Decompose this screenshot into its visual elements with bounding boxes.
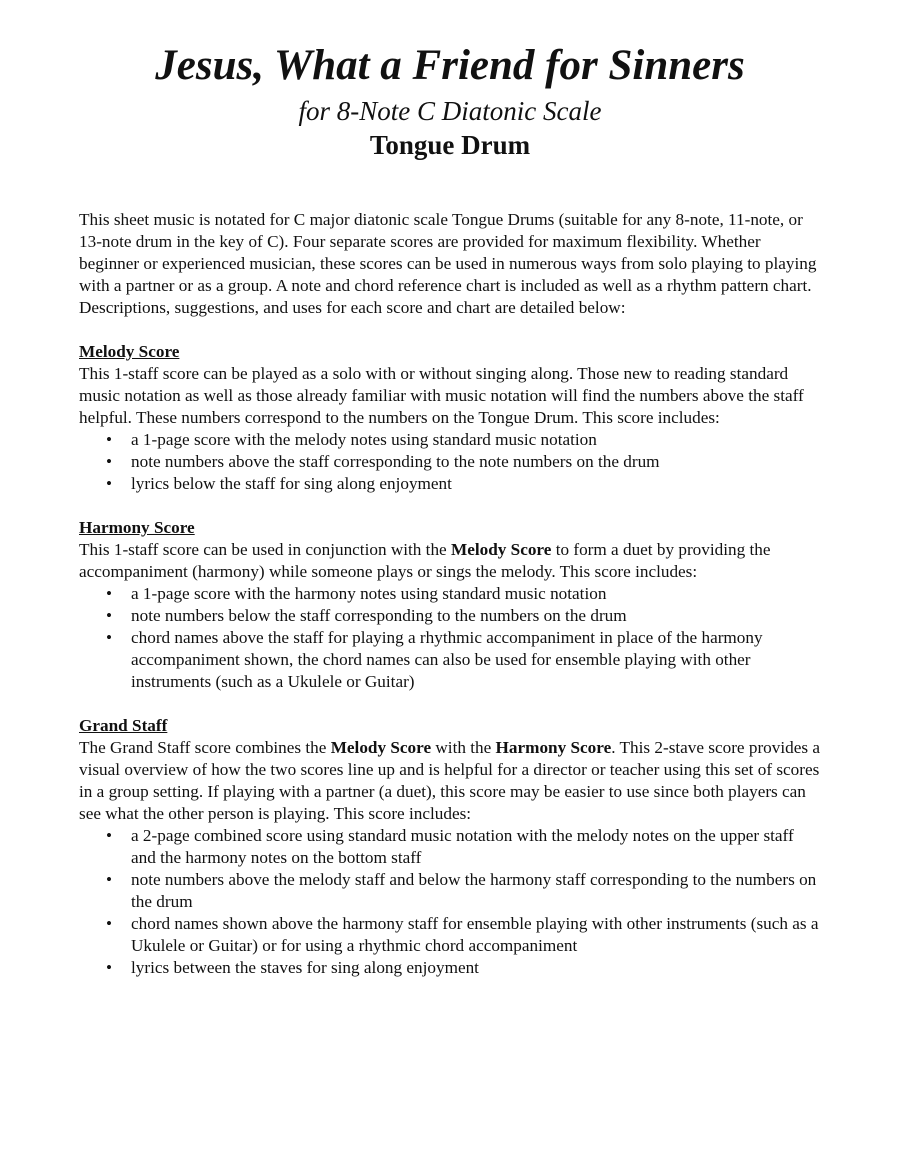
bullet-icon: • bbox=[106, 870, 113, 889]
melody-score-section bbox=[79, 341, 821, 495]
section-paragraph: The Grand Staff score combines the Melody Score with the Harmony Score. This 2-stave score provides a visual overview of how the two scores line up and is helpful for a director or teacher using this set of scores in a group setting. If playing with a partner (a duet), this score may be easier to use since both players can see what the other person is playing. This score includes: bbox=[79, 738, 820, 823]
bullet-list bbox=[79, 429, 821, 495]
section-paragraph: This 1-staff score can be played as a solo with or without singing along. Those new to reading standard music notation as well as those already familiar with music notation will find the numbers above the staff helpful. These numbers correspond to the numbers on the Tongue Drum. This score includes: bbox=[79, 364, 804, 427]
bullet-icon: • bbox=[106, 958, 113, 977]
list-item: • note numbers below the staff corresponding to the numbers on the drum bbox=[106, 606, 627, 625]
grand-staff-section bbox=[79, 715, 821, 979]
harmony-score-section bbox=[79, 517, 821, 693]
section-heading: Melody Score bbox=[79, 342, 180, 361]
section-paragraph: This 1-staff score can be used in conjunction with the Melody Score to form a duet by providing the accompaniment (harmony) while someone plays or sings the melody. This score includes: bbox=[79, 540, 771, 581]
intro-paragraph: This sheet music is notated for C major diatonic scale Tongue Drums (suitable for any 8-note, 11-note, or 13-note drum in the key of C). Four separate scores are provided for maximum flexibility. Whether beginner or experienced musician, these scores can be used in numerous ways from solo playing to playing with a partner or as a group. A note and chord reference chart is included as well as a rhythm pattern chart. Descriptions, suggestions, and uses for each score and chart are detailed below: bbox=[79, 210, 817, 317]
instrument-name: Tongue Drum bbox=[369, 130, 531, 160]
bullet-icon: • bbox=[106, 474, 113, 493]
bullet-icon: • bbox=[106, 914, 113, 933]
page-subtitle: for 8-Note C Diatonic Scale bbox=[298, 96, 602, 126]
bullet-icon: • bbox=[106, 628, 113, 647]
list-item: • chord names shown above the harmony staff for ensemble playing with other instruments (such as a Ukulele or Guitar) or for using a rhythmic chord accompaniment bbox=[106, 914, 819, 955]
list-item: • chord names above the staff for playing a rhythmic accompaniment in place of the harmony accompaniment shown, the chord names can also be used for ensemble playing with other instruments (such as a Ukulele or Guitar) bbox=[106, 628, 763, 691]
bullet-list bbox=[79, 583, 821, 693]
section-heading: Harmony Score bbox=[79, 518, 195, 537]
bullet-icon: • bbox=[106, 584, 113, 603]
list-item: • lyrics between the staves for sing along enjoyment bbox=[106, 958, 479, 977]
bullet-icon: • bbox=[106, 430, 113, 449]
list-item: • note numbers above the melody staff and below the harmony staff corresponding to the numbers on the drum bbox=[106, 870, 817, 911]
bullet-icon: • bbox=[106, 826, 113, 845]
bullet-icon: • bbox=[106, 606, 113, 625]
document-body bbox=[79, 209, 821, 1001]
list-item: • a 2-page combined score using standard music notation with the melody notes on the upper staff and the harmony notes on the bottom staff bbox=[106, 826, 794, 867]
list-item: • note numbers above the staff corresponding to the note numbers on the drum bbox=[106, 452, 660, 471]
list-item: • a 1-page score with the harmony notes using standard music notation bbox=[106, 584, 607, 603]
section-heading: Grand Staff bbox=[79, 716, 168, 735]
page-title: Jesus, What a Friend for Sinners bbox=[155, 42, 745, 89]
bullet-icon: • bbox=[106, 452, 113, 471]
list-item: • a 1-page score with the melody notes using standard music notation bbox=[106, 430, 597, 449]
list-item: • lyrics below the staff for sing along enjoyment bbox=[106, 474, 452, 493]
bullet-list bbox=[79, 825, 821, 979]
